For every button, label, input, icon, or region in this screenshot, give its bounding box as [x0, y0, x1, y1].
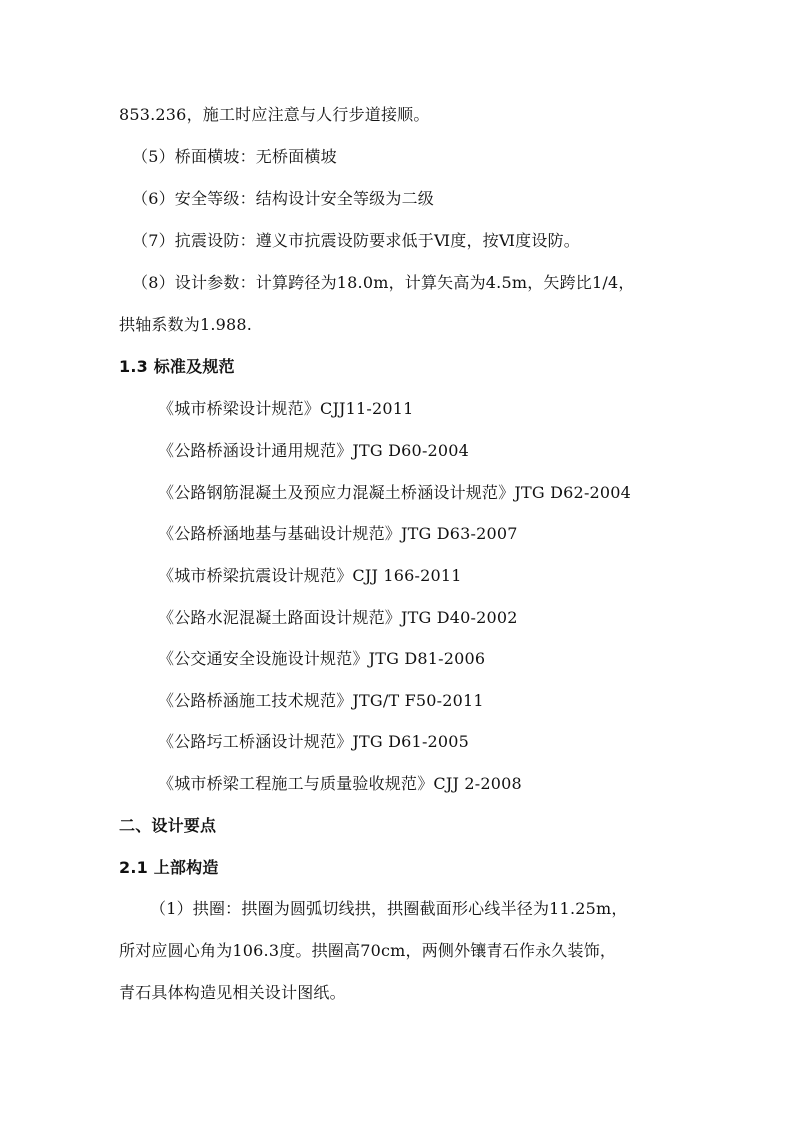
- section-heading: 二、设计要点: [119, 816, 217, 835]
- list-item: 《公路钢筋混凝土及预应力混凝土桥涵设计规范》JTG D62-2004: [158, 483, 632, 502]
- list-item: 《公路圬工桥涵设计规范》JTG D61-2005: [158, 732, 470, 751]
- list-item: 《城市桥梁设计规范》CJJ11-2011: [158, 399, 414, 418]
- list-item: 《公路桥涵施工技术规范》JTG/T F50-2011: [158, 691, 484, 710]
- paragraph-line: 青石具体构造见相关设计图纸。: [119, 983, 346, 1002]
- list-item: 《公路桥涵设计通用规范》JTG D60-2004: [158, 441, 470, 460]
- paragraph-line: （1）拱圈：拱圈为圆弧切线拱，拱圈截面形心线半径为11.25m，: [150, 899, 628, 918]
- section-heading: 2.1 上部构造: [119, 858, 219, 877]
- list-item: 《公路水泥混凝土路面设计规范》JTG D40-2002: [158, 608, 518, 627]
- list-item: 《公交通安全设施设计规范》JTG D81-2006: [158, 649, 486, 668]
- list-item: 《公路桥涵地基与基础设计规范》JTG D63-2007: [158, 524, 518, 543]
- list-item: 《城市桥梁工程施工与质量验收规范》CJJ 2-2008: [158, 774, 522, 793]
- paragraph-line: 所对应圆心角为106.3度。拱圈高70cm，两侧外镶青石作永久装饰，: [119, 941, 617, 960]
- paragraph-line: （6）安全等级：结构设计安全等级为二级: [132, 189, 434, 208]
- paragraph-line: （5）桥面横坡：无桥面横坡: [132, 147, 337, 166]
- paragraph-line: （8）设计参数：计算跨径为18.0m，计算矢高为4.5m，矢跨比1/4，: [132, 273, 635, 292]
- section-heading: 1.3 标准及规范: [119, 357, 235, 376]
- paragraph-line: 853.236，施工时应注意与人行步道接顺。: [119, 105, 430, 124]
- list-item: 《城市桥梁抗震设计规范》CJJ 166-2011: [158, 566, 462, 585]
- paragraph-line: 拱轴系数为1.988.: [119, 315, 253, 334]
- paragraph-line: （7）抗震设防：遵义市抗震设防要求低于Ⅵ度，按Ⅵ度设防。: [132, 231, 580, 250]
